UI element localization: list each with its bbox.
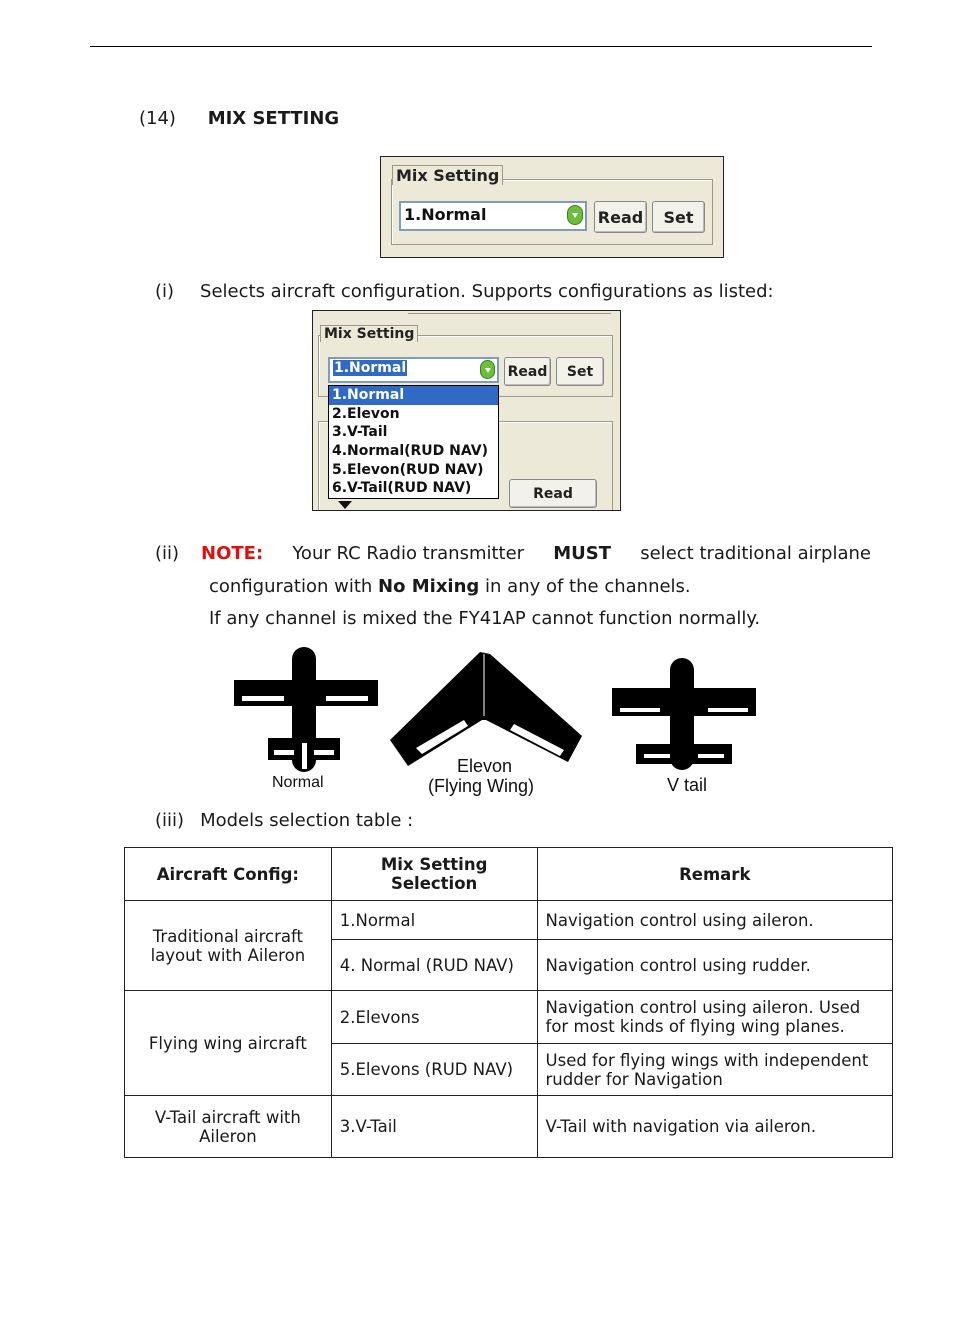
note-label: NOTE:	[201, 543, 264, 564]
models-selection-table	[124, 847, 893, 1158]
header-selection: Mix Setting Selection	[331, 848, 537, 901]
option-item[interactable]: 5.Elevon(RUD NAV)	[332, 461, 484, 478]
config-cell: V-Tail aircraft with Aileron	[125, 1096, 332, 1158]
flying-wing-icon	[388, 650, 584, 766]
remark-cell: Navigation control using aileron.	[537, 901, 892, 940]
combo-dropdown-arrow-icon[interactable]	[567, 205, 583, 225]
note-text-b: select traditional airplane	[640, 543, 871, 564]
section-heading	[139, 108, 339, 129]
read-button[interactable]: Read	[594, 201, 647, 233]
line2-bold: No Mixing	[378, 576, 480, 597]
mix-setting-options-list[interactable]	[328, 385, 499, 499]
mix-setting-combo[interactable]	[399, 201, 587, 231]
item-i-text: Selects aircraft configuration. Supports configurations as listed:	[200, 281, 774, 302]
remark-cell: Navigation control using aileron. Used for most kinds of flying wing planes.	[537, 991, 892, 1044]
set-button[interactable]: Set	[652, 201, 705, 233]
table-header-row	[125, 848, 893, 901]
note-text-a: Your RC Radio transmitter	[292, 543, 525, 564]
selection-cell: 1.Normal	[331, 901, 537, 940]
item-ii-line1	[155, 543, 871, 565]
item-iii-marker: (iii)	[155, 810, 185, 831]
item-iii-text: Models selection table :	[200, 810, 414, 831]
item-i-marker: (i)	[155, 281, 175, 302]
option-item[interactable]: 6.V-Tail(RUD NAV)	[332, 480, 472, 497]
elevon-caption: Elevon	[457, 756, 513, 776]
note-must: MUST	[553, 543, 612, 564]
mix-setting-combo[interactable]	[328, 357, 499, 383]
caret-down-icon	[338, 501, 352, 509]
mix-setting-group-label: Mix Setting	[392, 165, 503, 185]
mix-setting-group-label: Mix Setting	[320, 325, 418, 342]
config-cell: Traditional aircraft layout with Aileron	[125, 901, 332, 991]
config-cell: Flying wing aircraft	[125, 991, 332, 1096]
option-item[interactable]: 4.Normal(RUD NAV)	[332, 443, 489, 460]
section-number: (14)	[139, 108, 176, 129]
table-row	[125, 901, 893, 940]
item-ii-line2	[209, 576, 691, 598]
mix-setting-panel	[380, 156, 724, 258]
mix-setting-dropdown-panel	[312, 310, 621, 511]
table-row	[125, 1096, 893, 1158]
v-tail-airplane-icon	[610, 658, 758, 770]
remark-cell: Navigation control using rudder.	[537, 940, 892, 991]
elevon-caption-sub: (Flying Wing)	[428, 776, 535, 796]
set-button[interactable]: Set	[556, 357, 604, 386]
mix-setting-combo-value: 1.Normal	[404, 205, 487, 224]
header-config: Aircraft Config:	[125, 848, 332, 901]
mix-setting-combo-value: 1.Normal	[334, 360, 407, 376]
selection-cell: 2.Elevons	[331, 991, 537, 1044]
normal-airplane-icon	[232, 647, 380, 772]
option-item[interactable]: 1.Normal	[329, 386, 498, 405]
line2-b: in any of the channels.	[485, 576, 691, 597]
lower-read-button[interactable]: Read	[509, 479, 597, 508]
selection-cell: 5.Elevons (RUD NAV)	[331, 1044, 537, 1096]
selection-cell: 3.V-Tail	[331, 1096, 537, 1158]
option-item[interactable]: 2.Elevon	[332, 405, 400, 422]
option-item[interactable]: 3.V-Tail	[332, 424, 388, 441]
normal-caption: Normal	[272, 774, 324, 791]
header-remark: Remark	[537, 848, 892, 901]
table-row	[125, 991, 893, 1044]
remark-cell: Used for flying wings with independent rudder for Navigation	[537, 1044, 892, 1096]
item-ii-line3: If any channel is mixed the FY41AP cannot function normally.	[209, 608, 761, 629]
line2-a: configuration with	[209, 576, 373, 597]
item-i	[155, 281, 774, 303]
header-rule	[90, 46, 872, 47]
remark-cell: V-Tail with navigation via aileron.	[537, 1096, 892, 1158]
section-title: MIX SETTING	[207, 108, 340, 129]
selection-cell: 4. Normal (RUD NAV)	[331, 940, 537, 991]
item-iii	[155, 810, 413, 832]
item-ii-marker: (ii)	[155, 543, 180, 564]
vtail-caption: V tail	[667, 775, 708, 795]
combo-dropdown-arrow-icon[interactable]	[480, 360, 495, 379]
read-button[interactable]: Read	[504, 357, 551, 386]
